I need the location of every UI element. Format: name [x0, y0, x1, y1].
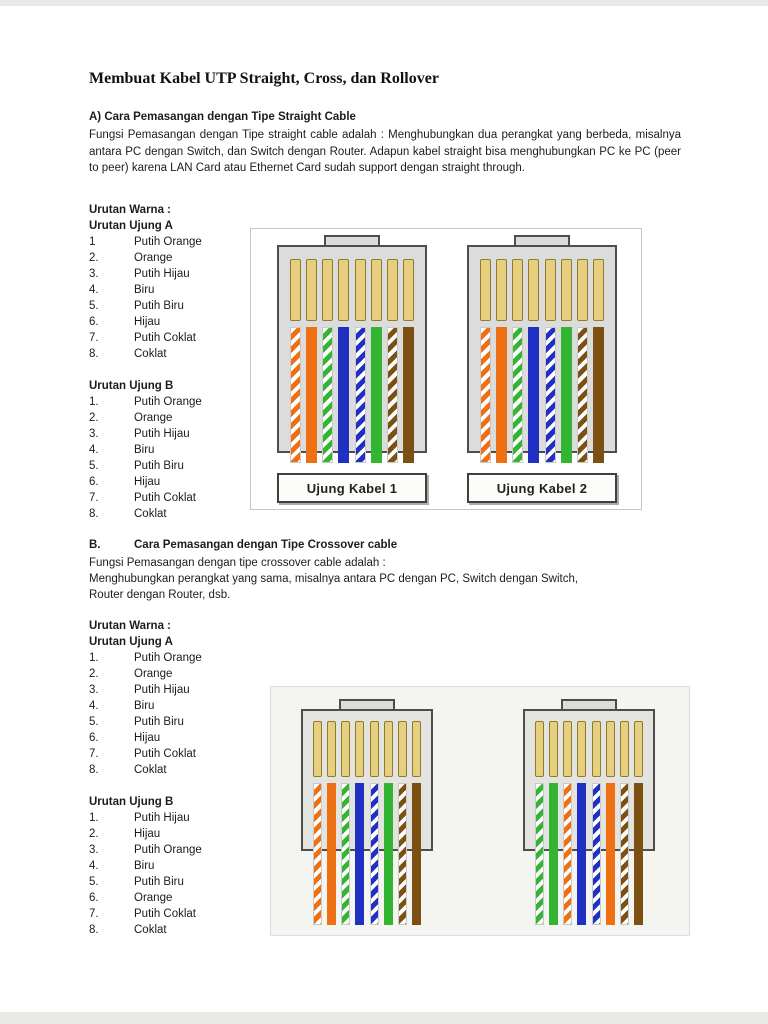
connector-pin	[398, 721, 407, 777]
row-color-name: Coklat	[134, 764, 167, 776]
connector-pin	[480, 259, 491, 321]
row-number: 7.	[89, 492, 99, 504]
row-color-name: Putih Coklat	[134, 492, 197, 504]
connector-pin	[577, 721, 586, 777]
section-b-number: B.	[89, 539, 101, 551]
urutan-warna-heading-b: Urutan Warna :	[89, 620, 171, 632]
row-color-name: Putih Coklat	[134, 332, 197, 344]
connector-pin	[634, 721, 643, 777]
connector-pin	[593, 259, 604, 321]
row-color-name: Coklat	[134, 348, 167, 360]
urutan-warna-heading-a: Urutan Warna :	[89, 204, 171, 216]
row-number: 3.	[89, 684, 99, 696]
wire-white-brown	[398, 783, 407, 925]
row-number: 8.	[89, 764, 99, 776]
ujung-a-heading-b: Urutan Ujung A	[89, 636, 173, 648]
row-color-name: Putih Hijau	[134, 812, 190, 824]
connector-pin	[412, 721, 421, 777]
connector-pin	[403, 259, 414, 321]
row-color-name: Biru	[134, 444, 155, 456]
caption-text: Ujung Kabel 1	[306, 480, 398, 496]
row-number: 4.	[89, 700, 99, 712]
rj45-connector-end-2	[467, 235, 617, 465]
row-number: 2.	[89, 412, 99, 424]
color-list-row	[89, 666, 309, 682]
connector-pin	[306, 259, 317, 321]
connector-wires	[290, 327, 414, 463]
connector-pin	[577, 259, 588, 321]
row-number: 2.	[89, 668, 99, 680]
row-number: 7.	[89, 908, 99, 920]
row-color-name: Hijau	[134, 316, 161, 328]
row-number: 3.	[89, 268, 99, 280]
wire-white-orange	[563, 783, 572, 925]
connector-pin	[496, 259, 507, 321]
row-color-name: Putih Hijau	[134, 428, 190, 440]
row-color-name: Orange	[134, 892, 173, 904]
connector-pin	[549, 721, 558, 777]
connector-pins	[480, 259, 604, 321]
connector-pin	[545, 259, 556, 321]
row-color-name: Orange	[134, 412, 173, 424]
section-b-paragraph	[89, 555, 681, 603]
rj45-connector-end-1	[277, 235, 427, 465]
row-number: 5.	[89, 876, 99, 888]
rj45-connector-cross-end-a	[301, 699, 433, 925]
color-list-row	[89, 650, 309, 666]
row-color-name: Hijau	[134, 732, 161, 744]
wire-brown	[412, 783, 421, 925]
row-number: 1	[89, 236, 96, 248]
straight-cable-figure	[250, 228, 642, 510]
wire-white-orange	[480, 327, 491, 463]
row-color-name: Orange	[134, 252, 173, 264]
connector-pin	[528, 259, 539, 321]
connector-pin	[563, 721, 572, 777]
row-color-name: Putih Orange	[134, 396, 202, 408]
connector-pin	[384, 721, 393, 777]
paragraph-line: Menghubungkan perangkat yang sama, misalnya antara PC dengan PC, Switch dengan Switch,	[89, 573, 579, 585]
connector-pin	[341, 721, 350, 777]
rj45-connector-cross-end-b	[523, 699, 655, 925]
row-color-name: Putih Biru	[134, 460, 184, 472]
connector-pin	[606, 721, 615, 777]
crossover-cable-figure	[270, 686, 690, 936]
connector-pin	[561, 259, 572, 321]
connector-pins	[313, 721, 421, 777]
row-number: 6.	[89, 732, 99, 744]
connector-pin	[512, 259, 523, 321]
row-color-name: Putih Coklat	[134, 908, 197, 920]
wire-white-green	[341, 783, 350, 925]
wire-blue	[338, 327, 349, 463]
wire-white-brown	[387, 327, 398, 463]
row-number: 6.	[89, 476, 99, 488]
row-color-name: Putih Hijau	[134, 268, 190, 280]
row-number: 5.	[89, 300, 99, 312]
wire-orange	[606, 783, 615, 925]
connector-pin	[387, 259, 398, 321]
row-number: 3.	[89, 844, 99, 856]
wire-brown	[593, 327, 604, 463]
connector-wires	[480, 327, 604, 463]
row-color-name: Putih Biru	[134, 876, 184, 888]
wire-white-green	[322, 327, 333, 463]
row-number: 1.	[89, 652, 99, 664]
wire-white-orange	[313, 783, 322, 925]
wire-white-brown	[577, 327, 588, 463]
page-title: Membuat Kabel UTP Straight, Cross, dan Rollover	[89, 70, 439, 87]
wire-brown	[634, 783, 643, 925]
connector-pins	[290, 259, 414, 321]
wire-green	[371, 327, 382, 463]
caption-text: Ujung Kabel 2	[496, 480, 588, 496]
wire-white-blue	[545, 327, 556, 463]
row-number: 2.	[89, 252, 99, 264]
connector-pin	[355, 721, 364, 777]
wire-green	[549, 783, 558, 925]
section-b-heading	[89, 539, 681, 551]
connector-pin	[338, 259, 349, 321]
wire-white-orange	[290, 327, 301, 463]
ujung-b-heading: Urutan Ujung B	[89, 380, 174, 392]
paragraph-line: Router dengan Router, dsb.	[89, 589, 231, 601]
paragraph-line: Fungsi Pemasangan dengan tipe crossover cable adalah :	[89, 557, 386, 569]
wire-orange	[496, 327, 507, 463]
row-color-name: Biru	[134, 860, 155, 872]
connector-pin	[313, 721, 322, 777]
row-color-name: Coklat	[134, 924, 167, 936]
wire-blue	[528, 327, 539, 463]
row-number: 6.	[89, 892, 99, 904]
wire-white-blue	[355, 327, 366, 463]
row-number: 4.	[89, 860, 99, 872]
connector-pin	[371, 259, 382, 321]
wire-white-blue	[592, 783, 601, 925]
row-color-name: Hijau	[134, 476, 161, 488]
caption-ujung-kabel-1	[277, 473, 427, 503]
row-number: 8.	[89, 508, 99, 520]
row-number: 1.	[89, 812, 99, 824]
section-b-heading-text: Cara Pemasangan dengan Tipe Crossover cable	[134, 539, 398, 551]
wire-orange	[327, 783, 336, 925]
row-color-name: Orange	[134, 668, 173, 680]
row-color-name: Putih Hijau	[134, 684, 190, 696]
wire-white-brown	[620, 783, 629, 925]
wire-white-green	[535, 783, 544, 925]
ujung-a-heading: Urutan Ujung A	[89, 220, 173, 232]
connector-pins	[535, 721, 643, 777]
row-color-name: Putih Biru	[134, 300, 184, 312]
row-number: 6.	[89, 316, 99, 328]
caption-ujung-kabel-2	[467, 473, 617, 503]
row-number: 3.	[89, 428, 99, 440]
connector-pin	[370, 721, 379, 777]
ujung-b-heading-b: Urutan Ujung B	[89, 796, 174, 808]
row-color-name: Coklat	[134, 508, 167, 520]
row-number: 1.	[89, 396, 99, 408]
viewer-edge-top	[0, 0, 768, 6]
wire-green	[561, 327, 572, 463]
section-a-paragraph: Fungsi Pemasangan dengan Tipe straight cable adalah : Menghubungkan dua perangkat yang berbeda, misalnya antara PC dengan Switch, dan Switch dengan Router. Adapun kabel straight bisa menghubungkan PC ke PC (peer to peer) karena LAN Card atau Ethernet Card sudah support dengan straight through.	[89, 129, 681, 174]
wire-white-blue	[370, 783, 379, 925]
row-number: 7.	[89, 332, 99, 344]
connector-pin	[327, 721, 336, 777]
row-number: 4.	[89, 284, 99, 296]
connector-pin	[620, 721, 629, 777]
connector-pin	[355, 259, 366, 321]
connector-pin	[322, 259, 333, 321]
row-number: 5.	[89, 716, 99, 728]
wire-green	[384, 783, 393, 925]
section-a-heading: A) Cara Pemasangan dengan Tipe Straight Cable	[89, 111, 356, 123]
connector-wires	[535, 783, 643, 925]
wire-blue	[577, 783, 586, 925]
row-color-name: Putih Orange	[134, 844, 202, 856]
row-number: 8.	[89, 348, 99, 360]
connector-wires	[313, 783, 421, 925]
row-color-name: Hijau	[134, 828, 161, 840]
connector-pin	[535, 721, 544, 777]
row-color-name: Biru	[134, 700, 155, 712]
row-number: 5.	[89, 460, 99, 472]
connector-pin	[592, 721, 601, 777]
wire-blue	[355, 783, 364, 925]
row-number: 8.	[89, 924, 99, 936]
row-color-name: Putih Orange	[134, 652, 202, 664]
row-color-name: Putih Orange	[134, 236, 202, 248]
row-color-name: Putih Coklat	[134, 748, 197, 760]
viewer-edge-bottom	[0, 1012, 768, 1024]
row-number: 4.	[89, 444, 99, 456]
row-color-name: Biru	[134, 284, 155, 296]
connector-pin	[290, 259, 301, 321]
row-color-name: Putih Biru	[134, 716, 184, 728]
row-number: 2.	[89, 828, 99, 840]
row-number: 7.	[89, 748, 99, 760]
wire-orange	[306, 327, 317, 463]
wire-white-green	[512, 327, 523, 463]
wire-brown	[403, 327, 414, 463]
